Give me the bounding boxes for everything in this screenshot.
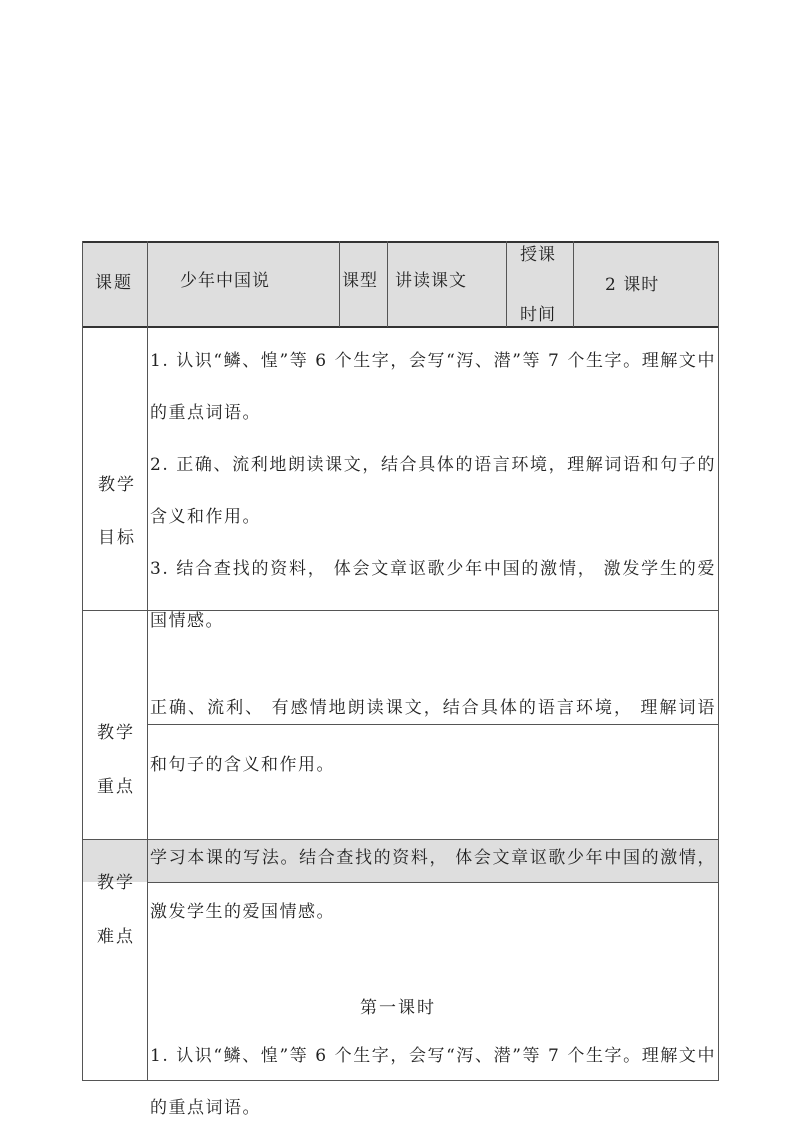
objective-item: 3. 结合查找的资料， 体会文章讴歌少年中国的激情， 激发学生的爱国情感。 [150, 559, 716, 631]
table-left-border [82, 241, 83, 1081]
difficulty-label-line1: 教学 [97, 873, 135, 893]
difficulty-text: 学习本课的写法。结合查找的资料， 体会文章讴歌少年中国的激情，激发学生的爱国情感。 [150, 848, 716, 922]
header-divider-2 [387, 241, 388, 327]
objectives-list [150, 335, 716, 647]
header-divider-1 [339, 241, 340, 327]
class-time-value: 2 课时 [605, 275, 660, 295]
lesson-text: 1. 认识“鳞、惶”等 6 个生字，会写“泻、潜”等 7 个生字。理解文中的重点词语。 [150, 1046, 716, 1118]
header-bottom-border [82, 326, 719, 328]
objectives-label-line2: 目标 [98, 528, 136, 548]
keypoints-label-line2: 重点 [97, 777, 135, 797]
keypoints-label-line1: 教学 [97, 723, 135, 743]
difficulty-label-line2: 难点 [97, 927, 135, 947]
lesson-type-label: 课型 [342, 271, 378, 291]
lesson-title: 第一课时 [360, 998, 436, 1018]
class-time-label-line2: 时间 [520, 305, 556, 325]
table-right-border [718, 241, 719, 1081]
topic-value: 少年中国说 [180, 271, 270, 291]
topic-label: 课题 [95, 273, 133, 293]
objectives-label-line1: 教学 [98, 475, 136, 495]
table-top-border [82, 241, 719, 243]
objective-item: 1. 认识“鳞、惶”等 6 个生字，会写“泻、潜”等 7 个生字。理解文中的重点词语。 [150, 351, 716, 423]
class-time-label-line1: 授课 [520, 245, 556, 265]
lesson-type-value: 讲读课文 [395, 271, 467, 291]
header-divider-4 [573, 241, 574, 327]
header-divider-3 [506, 241, 507, 327]
keypoints-text: 正确、流利、 有感情地朗读课文，结合具体的语言环境， 理解词语和句子的含义和作用。 [150, 698, 716, 775]
label-column-border [147, 241, 148, 1081]
objective-item: 2. 正确、流利地朗读课文，结合具体的语言环境，理解词语和句子的含义和作用。 [150, 455, 716, 527]
